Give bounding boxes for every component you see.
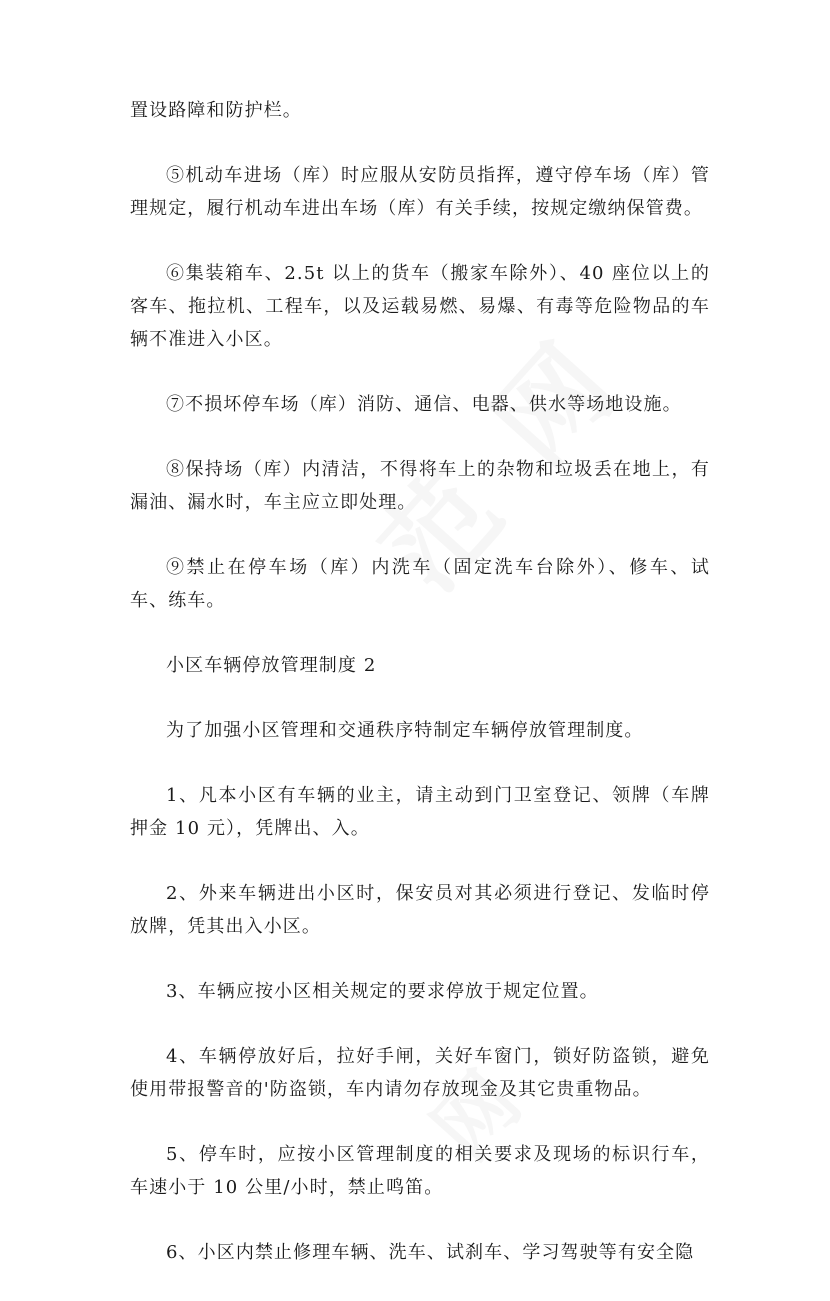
paragraph-item-1: 1、凡本小区有车辆的业主，请主动到门卫室登记、领牌（车牌押金 10 元），凭牌出、入。 — [130, 785, 710, 839]
paragraph-rule-6: ⑥集装箱车、2.5t 以上的货车（搬家车除外）、40 座位以上的客车、拖拉机、工程车，以及运载易燃、易爆、有毒等危险物品的车辆不准进入小区。 — [130, 263, 710, 350]
paragraph-item-3: 3、车辆应按小区相关规定的要求停放于规定位置。 — [166, 981, 599, 1002]
document-body — [130, 94, 710, 1301]
paragraph-intro: 为了加强小区管理和交通秩序特制定车辆停放管理制度。 — [166, 720, 644, 741]
paragraph-rule-7: ⑦不损坏停车场（库）消防、通信、电器、供水等场地设施。 — [166, 394, 682, 415]
paragraph-rule-9: ⑨禁止在停车场（库）内洗车（固定洗车台除外）、修车、试车、练车。 — [130, 557, 710, 611]
paragraph-item-4: 4、车辆停放好后，拉好手闸，关好车窗门，锁好防盗锁，避免使用带报警音的'防盗锁，车内请勿存放现金及其它贵重物品。 — [130, 1046, 710, 1100]
paragraph-item-6: 6、小区内禁止修理车辆、洗车、试刹车、学习驾驶等有安全隐 — [166, 1242, 695, 1263]
paragraph-rule-8: ⑧保持场（库）内清洁，不得将车上的杂物和垃圾丢在地上，有漏油、漏水时，车主应立即处理。 — [130, 459, 710, 513]
paragraph-item-5: 5、停车时，应按小区管理制度的相关要求及现场的标识行车，车速小于 10 公里/小时，禁止鸣笛。 — [130, 1144, 710, 1198]
paragraph-item-2: 2、外来车辆进出小区时，保安员对其必须进行登记、发临时停放牌，凭其出入小区。 — [130, 883, 710, 937]
section-heading: 小区车辆停放管理制度 2 — [166, 655, 377, 676]
paragraph-continuation: 置设路障和防护栏。 — [130, 100, 302, 121]
paragraph-rule-5: ⑤机动车进场（库）时应服从安防员指挥，遵守停车场（库）管理规定，履行机动车进出车场（库）有关手续，按规定缴纳保管费。 — [130, 165, 710, 219]
